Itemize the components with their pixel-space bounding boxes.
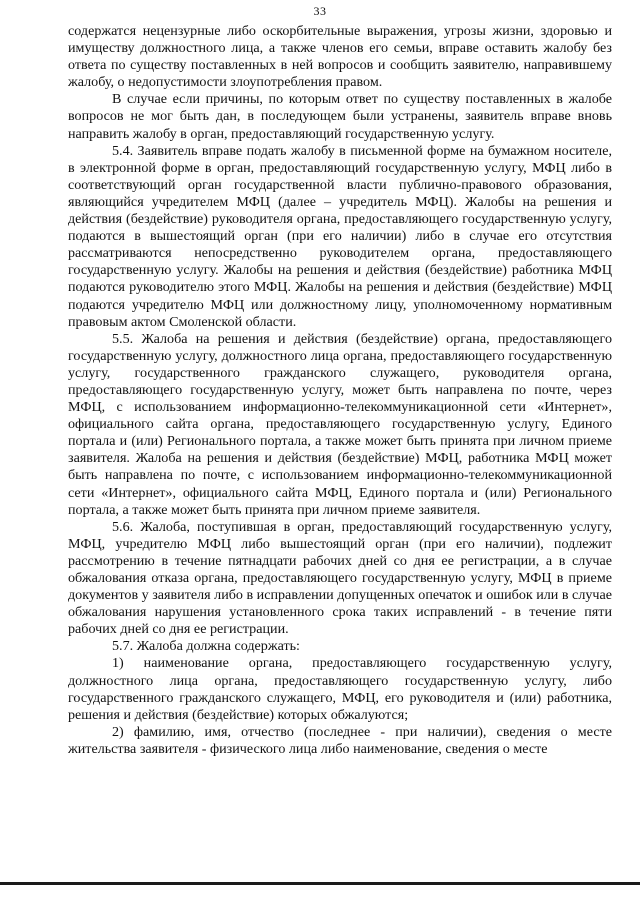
paragraph-5-4: 5.4. Заявитель вправе подать жалобу в письменной форме на бумажном носителе, в электронной форме в орган, предоставляющий государственную услугу, МФЦ либо в соответствующий орган государственной власти публично-правового образования, являющийся учредителем МФЦ (далее – учредитель МФЦ). Жалобы на решения и действия (бездействие) руководителя органа, предоставляющего государственную услугу, подаются в вышестоящий орган (при его наличии) либо в случае его отсутствия рассматриваются непосредственно руководителем органа, предоставляющего государственную услугу. Жалобы на решения и действия (бездействие) работника МФЦ подаются руководителю этого МФЦ. Жалобы на решения и действия (бездействие) МФЦ подаются учредителю МФЦ или должностному лицу, уполномоченному нормативным правовым актом Смоленской области. (68, 142, 612, 330)
document-body (68, 23, 612, 758)
paragraph-5-7: 5.7. Жалоба должна содержать: (112, 638, 300, 655)
page-number: 33 (313, 4, 327, 18)
bottom-divider (0, 882, 640, 885)
list-item-2: 2) фамилию, имя, отчество (последнее - при наличии), сведения о месте жительства заявителя - физического лица либо наименование, сведения о месте (68, 723, 612, 757)
paragraph-reapply: В случае если причины, по которым ответ по существу поставленных в жалобе вопросов не мог быть дан, в последующем были устранены, заявитель вправе вновь направить жалобу в орган, предоставляющий государственную услугу. (68, 91, 612, 142)
paragraph-5-6: 5.6. Жалоба, поступившая в орган, предоставляющий государственную услугу, МФЦ, учредителю МФЦ либо вышестоящий орган (при его наличии), подлежит рассмотрению в течение пятнадцати рабочих дней со дня ее регистрации, а в случае обжалования отказа органа, предоставляющего государственную услугу, МФЦ в приеме документов у заявителя либо в исправлении допущенных опечаток и ошибок или в случае обжалования нарушения установленного срока таких исправлений - в течение пяти рабочих дней со дня ее регистрации. (68, 518, 612, 638)
paragraph-5-5: 5.5. Жалоба на решения и действия (бездействие) органа, предоставляющего государственную услугу, должностного лица органа, предоставляющего государственную услугу, государственного гражданского служащего, руководителя органа, предоставляющего государственную услугу, может быть направлена по почте, через МФЦ, с использованием информационно-телекоммуникационной сети «Интернет», официального сайта органа, предоставляющего государственную услугу, Единого портала и (или) Регионального портала, а также может быть принята при личном приеме заявителя. Жалоба на решения и действия (бездействие) МФЦ, работника МФЦ может быть направлена по почте, с использованием информационно-телекоммуникационной сети «Интернет», официального сайта МФЦ, Единого портала и (или) Регионального портала, а также может быть принята при личном приеме заявителя. (68, 330, 612, 518)
list-item-1: 1) наименование органа, предоставляющего государственную услугу, должностного лица органа, предоставляющего государственную услугу, либо государственного гражданского служащего, МФЦ, его руководителя и (или) работника, решения и действия (бездействие) которых обжалуются; (68, 655, 612, 723)
paragraph-continuation: содержатся нецензурные либо оскорбительные выражения, угрозы жизни, здоровью и имуществу должностного лица, а также членов его семьи, вправе оставить жалобу без ответа по существу поставленных в ней вопросов и сообщить заявителю, направившему жалобу, о недопустимости злоупотребления правом. (68, 23, 612, 91)
